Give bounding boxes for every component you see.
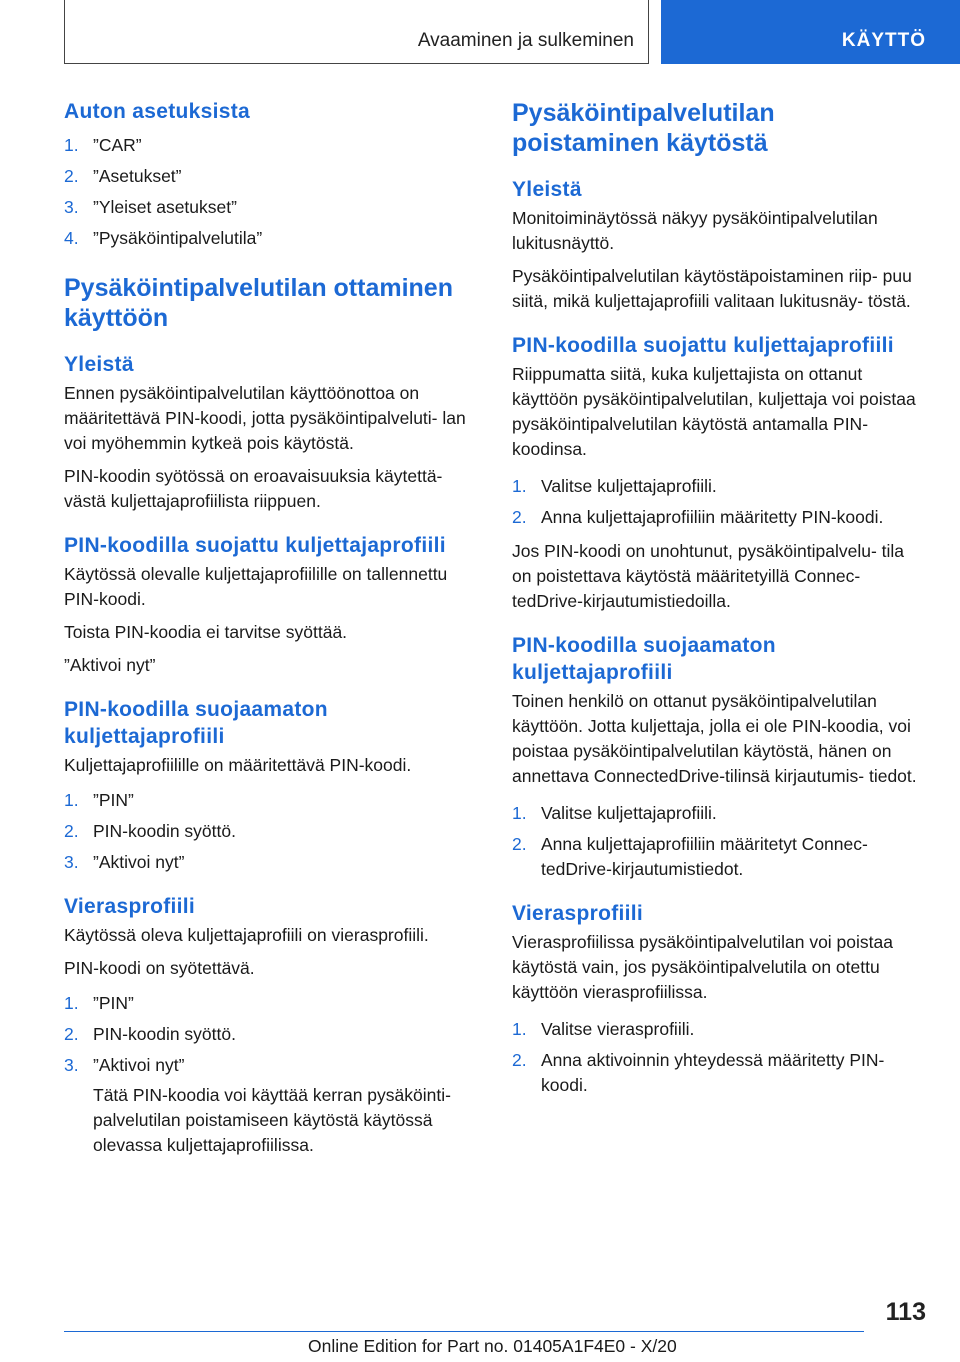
subheading-pin-protected: PIN-koodilla suojattu kuljettajaprofiili: [64, 534, 446, 557]
list-item: [64, 788, 482, 813]
list-item: [64, 226, 482, 251]
list-text: ”CAR”: [93, 135, 142, 155]
list-number: 2.: [512, 834, 527, 854]
list-text: Valitse kuljettajaprofiili.: [541, 476, 717, 496]
list-text: ”PIN”: [93, 790, 134, 810]
paragraph: Jos PIN-koodi on unohtunut, pysäköintipalvelu‐ tila on poistettava käytöstä määritetyillä Connec‐ tedDrive-kirjautumistiedoilla.: [512, 541, 905, 611]
paragraph: Toista PIN-koodia ei tarvitse syöttää.: [64, 622, 348, 642]
pin-unprotected-steps: [512, 801, 926, 882]
list-item: [64, 1053, 482, 1078]
list-number: 2.: [64, 1024, 79, 1044]
list-number: 2.: [64, 166, 79, 186]
paragraph: Vierasprofiilissa pysäköintipalvelutilan voi poistaa käytöstä vain, jos pysäköintipalvelutila on otettu käyttöön vierasprofiilissa.: [512, 932, 893, 1002]
page-header: [0, 0, 960, 66]
list-number: 2.: [512, 507, 527, 527]
subheading-guest-profile: Vierasprofiili: [64, 895, 196, 918]
section-heading-disable-valet: Pysäköintipalvelutilan poistaminen käytöstä: [512, 99, 775, 157]
list-text: ”Aktivoi nyt”: [93, 852, 185, 872]
paragraph: PIN-koodi on syötettävä.: [64, 958, 255, 978]
section-heading-enable-valet: Pysäköintipalvelutilan ottaminen käyttöön: [64, 274, 453, 332]
list-number: 3.: [64, 852, 79, 872]
list-number: 1.: [512, 476, 527, 496]
list-number: 2.: [512, 1050, 527, 1070]
list-text: ”PIN”: [93, 993, 134, 1013]
list-item: [64, 195, 482, 220]
list-text: ”Yleiset asetukset”: [93, 197, 237, 217]
subheading-guest-profile: Vierasprofiili: [512, 902, 644, 925]
header-chapter-label: KÄYTTÖ: [841, 30, 926, 51]
section-heading-car-settings: Auton asetuksista: [64, 100, 250, 123]
header-section-title: Avaaminen ja sulkeminen: [417, 30, 634, 51]
list-item: [512, 1048, 926, 1098]
subheading-pin-protected: PIN-koodilla suojattu kuljettajaprofiili: [512, 334, 894, 357]
list-text: Anna aktivoinnin yhteydessä määritetty PIN- koodi.: [541, 1050, 885, 1095]
list-number: 3.: [64, 1055, 79, 1075]
list-item: [64, 1022, 482, 1047]
pin-protected-steps: [512, 474, 926, 530]
footer-divider: [64, 1331, 864, 1332]
paragraph: Ennen pysäköintipalvelutilan käyttöönottoa on määritettävä PIN-koodi, jotta pysäköintipalveluti‐ lan voi myöhemmin kytkeä pois käytöstä.: [64, 383, 466, 453]
list-item: [512, 474, 926, 499]
paragraph: Käytössä oleva kuljettajaprofiili on vierasprofiili.: [64, 925, 429, 945]
pin-unprotected-steps: [64, 788, 482, 875]
list-number: 1.: [64, 790, 79, 810]
subheading-general: Yleistä: [64, 353, 134, 376]
paragraph: Käytössä olevalle kuljettajaprofiilille on tallennettu PIN-koodi.: [64, 564, 448, 609]
list-item: [512, 1017, 926, 1042]
list-text: Valitse vierasprofiili.: [541, 1019, 695, 1039]
list-item: [64, 991, 482, 1016]
list-item: [512, 801, 926, 826]
footer-edition-text: Online Edition for Part no. 01405A1F4E0 - X/20: [308, 1336, 677, 1356]
list-item: [64, 133, 482, 158]
subheading-pin-unprotected: PIN-koodilla suojaamaton kuljettajaprofiili: [64, 698, 328, 748]
list-text: ”Asetukset”: [93, 166, 182, 186]
list-text: Valitse kuljettajaprofiili.: [541, 803, 717, 823]
list-item: [64, 850, 482, 875]
list-number: 2.: [64, 821, 79, 841]
list-item: [64, 819, 482, 844]
page-number: 113: [885, 1298, 926, 1326]
paragraph: PIN-koodin syötössä on eroavaisuuksia käytettä‐ västä kuljettajaprofiilista riippuen.: [64, 466, 443, 511]
list-text: PIN-koodin syöttö.: [93, 1024, 236, 1044]
guest-profile-steps: [64, 991, 482, 1078]
list-number: 1.: [64, 993, 79, 1013]
header-chapter-tab: [661, 0, 960, 64]
paragraph: Riippumatta siitä, kuka kuljettajista on ottanut käyttöön pysäköintipalvelutilan, kuljettaja voi poistaa pysäköintipalvelutilan käytöstä antamalla PIN-koodinsa.: [512, 364, 916, 459]
paragraph: Kuljettajaprofiilille on määritettävä PIN-koodi.: [64, 755, 412, 775]
paragraph: Pysäköintipalvelutilan käytöstäpoistaminen riip‐ puu siitä, mikä kuljettajaprofiili valitaan lukitusnäy‐ töstä.: [512, 266, 912, 311]
list-item: [512, 832, 926, 882]
list-number: 4.: [64, 228, 79, 248]
list-text: Anna kuljettajaprofiiliin määritetty PIN-koodi.: [541, 507, 884, 527]
list-number: 3.: [64, 197, 79, 217]
list-text: Anna kuljettajaprofiiliin määritetyt Connec‐ tedDrive-kirjautumistiedot.: [541, 834, 868, 879]
header-section-box: [64, 0, 649, 64]
list-number: 1.: [512, 1019, 527, 1039]
step-note: Tätä PIN-koodia voi käyttää kerran pysäköinti‐ palvelutilan poistamiseen käytöstä käytössä olevassa kuljettajaprofiilissa.: [93, 1085, 451, 1155]
car-settings-steps: [64, 133, 482, 251]
list-text: PIN-koodin syöttö.: [93, 821, 236, 841]
left-column: [64, 98, 482, 1158]
subheading-general: Yleistä: [512, 178, 582, 201]
list-number: 1.: [512, 803, 527, 823]
paragraph: Toinen henkilö on ottanut pysäköintipalvelutilan käyttöön. Jotta kuljettaja, jolla ei ole PIN-koodia, voi poistaa pysäköintipalvelutilan käytöstä, hänen on annettava ConnectedDrive-tilinsä kirjautumis‐ tiedot.: [512, 691, 917, 786]
list-item: [64, 164, 482, 189]
subheading-pin-unprotected: PIN-koodilla suojaamaton kuljettajaprofiili: [512, 634, 776, 684]
list-text: ”Aktivoi nyt”: [93, 1055, 185, 1075]
list-text: ”Pysäköintipalvelutila”: [93, 228, 263, 248]
paragraph: Monitoiminäytössä näkyy pysäköintipalvelutilan lukitusnäyttö.: [512, 208, 878, 253]
list-item: [512, 505, 926, 530]
list-number: 1.: [64, 135, 79, 155]
paragraph: ”Aktivoi nyt”: [64, 655, 156, 675]
right-column: [512, 98, 926, 1098]
guest-profile-steps: [512, 1017, 926, 1098]
